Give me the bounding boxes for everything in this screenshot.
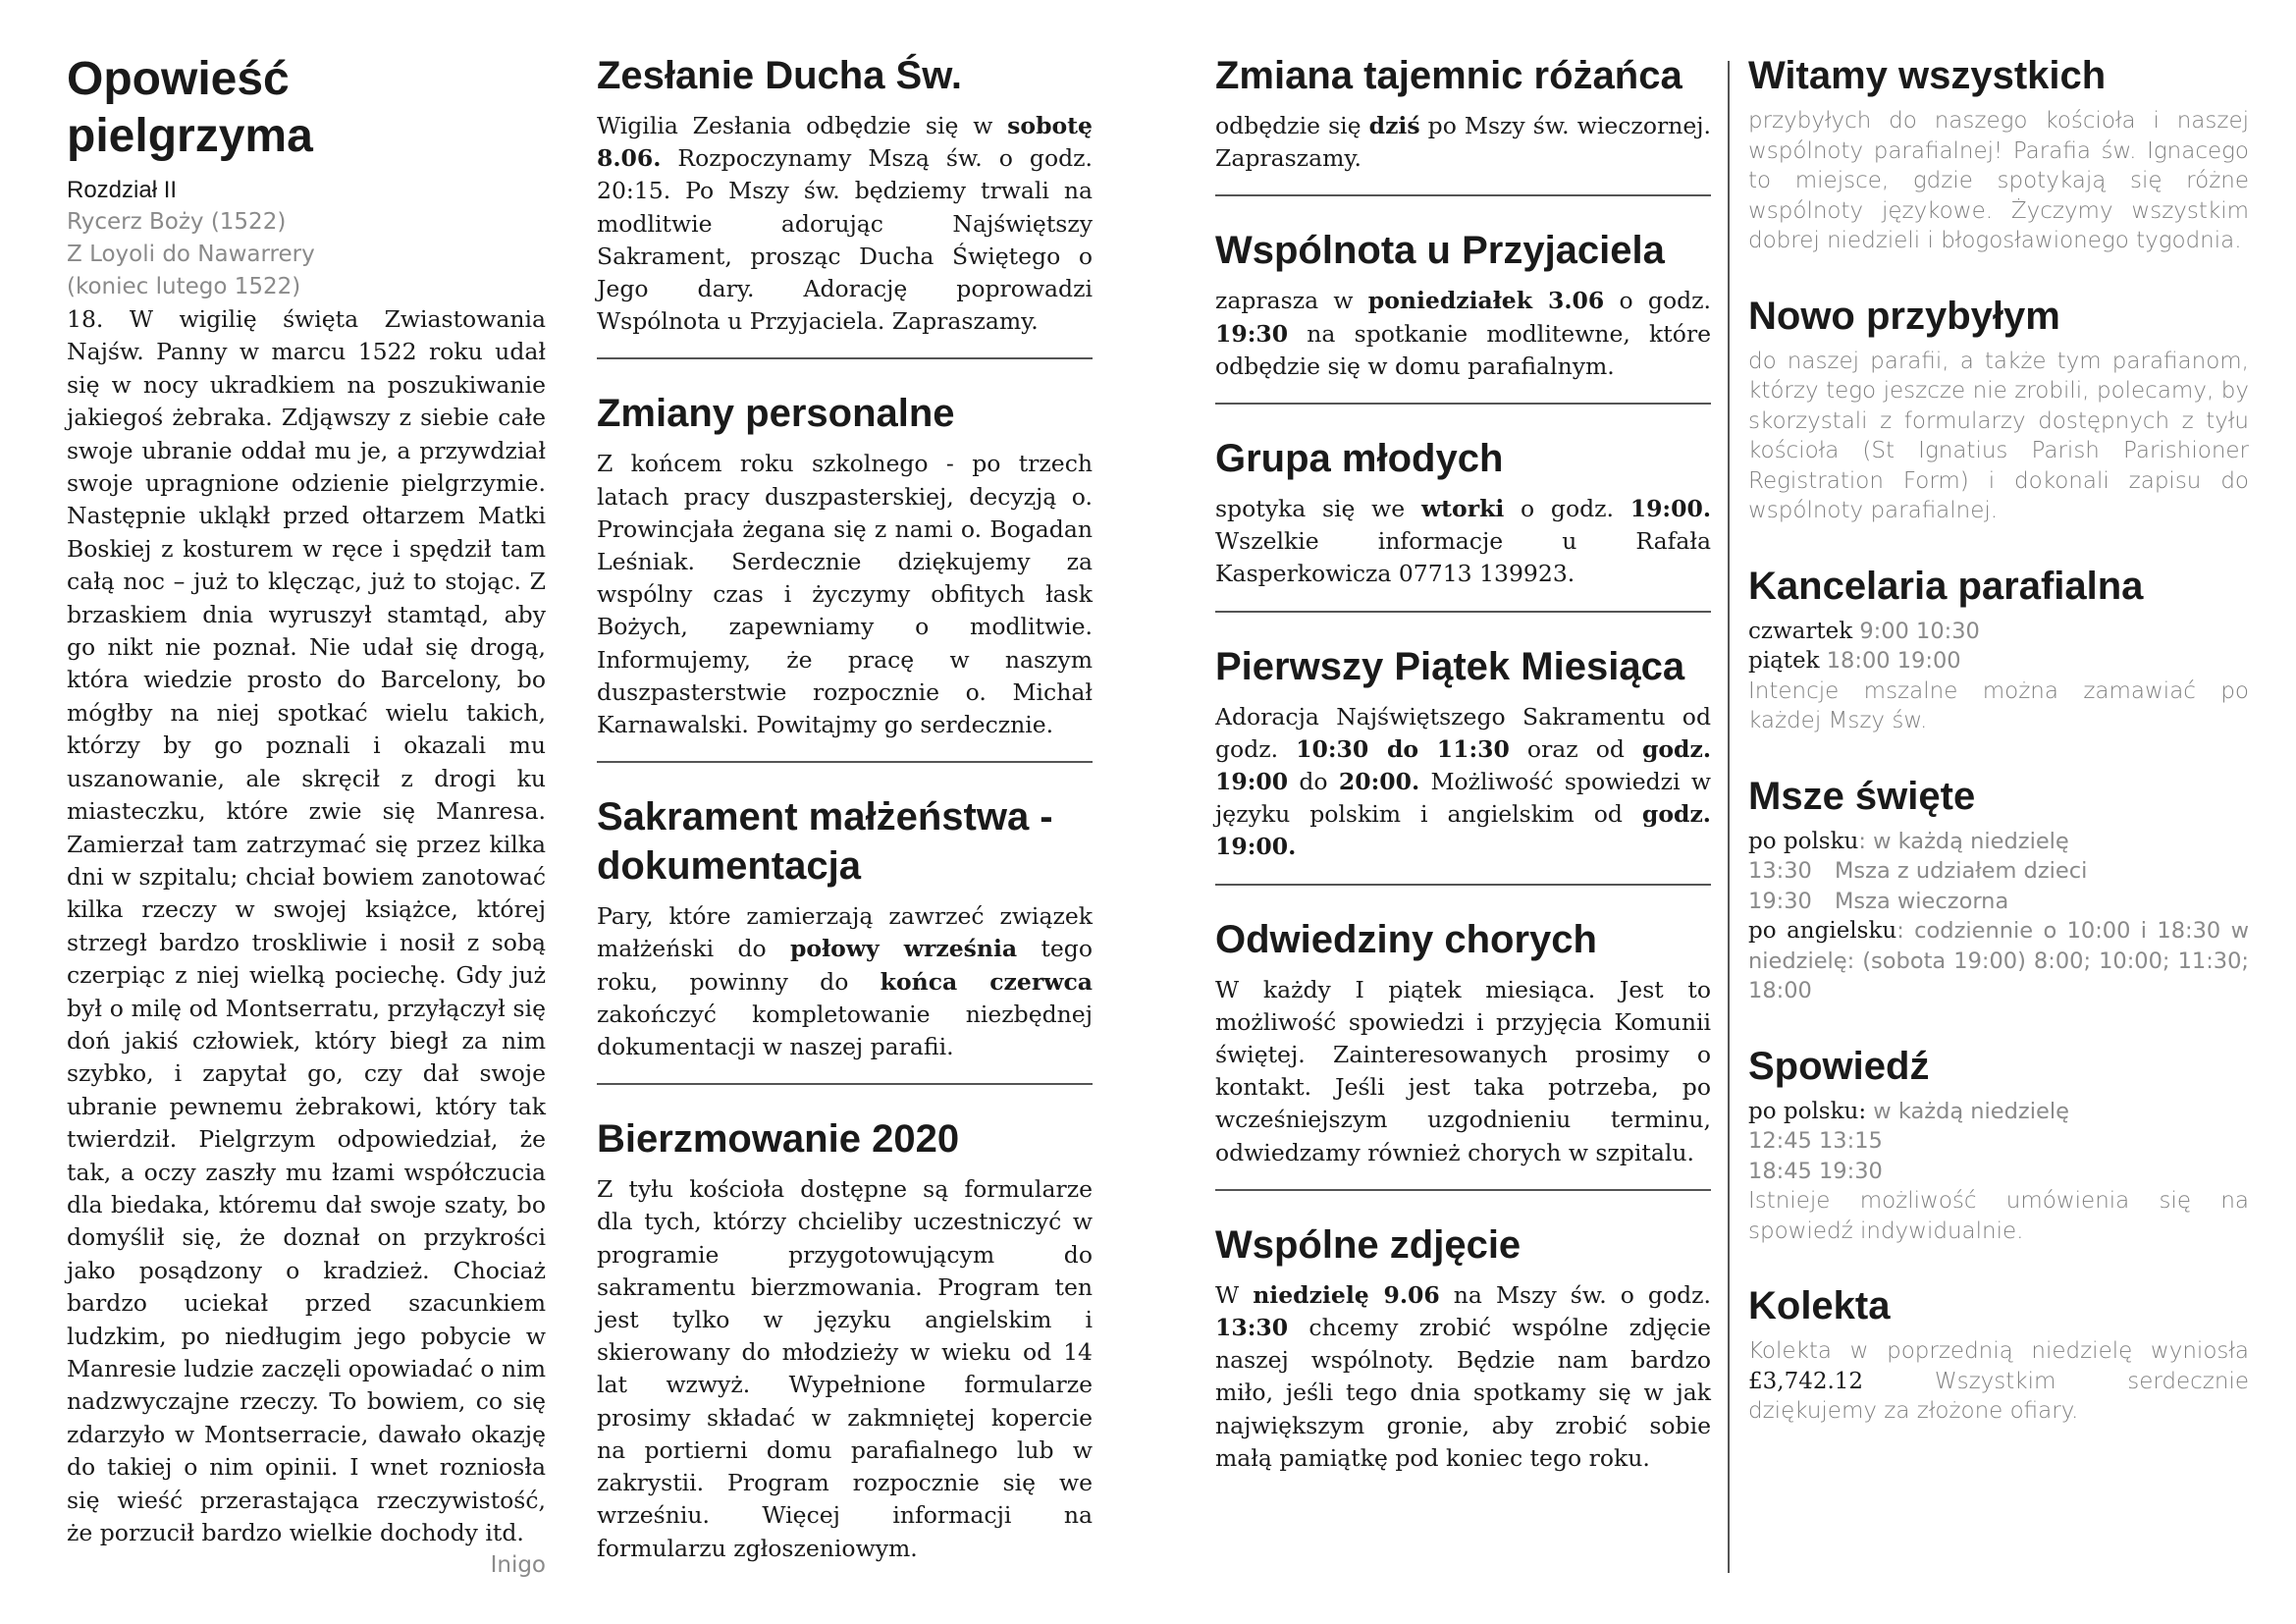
confession-time: 18:45 19:30: [1748, 1158, 1883, 1184]
section-text: zaprasza w poniedziałek 3.06 o godz. 19:30 na spotkanie modlitewne, które odbędzie się w domu parafialnym.: [1215, 287, 1711, 380]
section-title: Wspólne zdjęcie: [1215, 1222, 1522, 1267]
column-story: [67, 51, 546, 1582]
office-hours-friday: piątek 18:00 19:00: [1748, 648, 1961, 674]
mass-row: 13:30 Msza z udziałem dzieci: [1748, 858, 2088, 884]
office-hours-thursday: czwartek 9:00 10:30: [1748, 618, 1980, 644]
section-collection: [1748, 1281, 2249, 1427]
section-title: Nowo przybyłym: [1748, 294, 2060, 338]
section-title: Pierwszy Piątek Miesiąca: [1215, 644, 1685, 688]
story-text: 18. W wigilię święta Zwiastowania Najśw. Panny w marcu 1522 roku udał się w nocy ukradkiem na poszukiwanie jakiegoś żebraka. Zdjąwszy z siebie całe swoje ubranie oddał mu je, a przywdział swoje upragnione odzienie pielgrzymie. Następnie ukląkł przed ołtarzem Matki Boskiej z kosturem w ręce i spędził tam całą noc – już to klęcząc, już to stojąc. Z brzaskiem dnia wyruszył stamtąd, aby go nikt nie poznał. Nie udał się drogą, która wiedzie prosto do Barcelony, bo mógłby na niej spotkać wielu takich, którzy by go poznali i okazali mu uszanowanie, ale skręcił z drogi ku miasteczku, które zwie się Manresa. Zamierzał tam zatrzymać się przez kilka dni w szpitalu; chciał bowiem zanotować kilka rzeczy w swojej książce, której strzegł bardzo troskliwie i nosił z sobą czerpiąc z niej wielką pociechę. Gdy już był o milę od Montserratu, przyłączył się doń jakiś człowiek, który biegł za nim szybko, i zapytał go, czy dał swoje ubranie pewnemu żebrakowi, który tak twierdził. Pielgrzym odpowiedział, że tak, a oczy zaszły mu łzami współczucia dla biedaka, któremu dał swoje szaty, bo domyślił się, że doznał on przykrości jako posądzony o kradzież. Chociaż bardzo uciekał przed szacunkiem ludzkim, po niedługim jego pobycie w Manresie ludzie zaczęli opowiadać o nim nadzwyczajne rzeczy. To bowiem, co się zdarzyło w Montserracie, dawało okazję do takiej o nim opinii. I wnet rozniosła się wieść przerastająca rzeczywistość, że porzucił bardzo wielkie dochody itd.: [67, 305, 546, 1547]
mass-english: po angielsku: codziennie o 10:00 i 18:30 w niedzielę: (sobota 19:00) 8:00; 10:00; 11:30; 18:00: [1748, 918, 2249, 1003]
section-text: Z tyłu kościoła dostępne są formularze dla tych, którzy chcieliby uczestniczyć w programie przygotowującym do sakramentu bierzmowania. Program ten jest tylko w języku angielskim i skierowany do młodzieży w wieku od 14 lat wzwyż. Wypełnione formularze prosimy składać w zakmniętej kopercie na portierni domu parafialnego lub w zakrystii. Program rozpocznie się we wrześniu. Więcej informacji na formularzu zgłoszeniowym.: [597, 1175, 1093, 1562]
section-text: W niedzielę 9.06 na Mszy św. o godz. 13:30 chcemy zrobić wspólne zdjęcie naszej wspólnoty. Będzie nam bardzo miło, jeśli tego dnia spotkamy się w jak największym gronie, aby zrobić sobie małą pamiątkę pod koniec tego roku.: [1215, 1280, 1711, 1472]
section-title: Zmiany personalne: [597, 392, 955, 436]
confession-time: 12:45 13:15: [1748, 1128, 1883, 1154]
section-text: odbędzie się dziś po Mszy św. wieczornej. Zapraszamy.: [1215, 112, 1711, 173]
story-title: Opowieść pielgrzyma: [67, 53, 313, 162]
section-text: do naszej parafii, a także tym parafianom, którzy tego jeszcze nie zrobili, polecamy, by skorzystali z formularzy dostępnych z tyłu kościoła (St Ignatius Parish Parishioner Registration Form) i dokonali zapisu do wspólnoty parafialnej.: [1748, 348, 2249, 523]
section-group-photo: [1215, 1220, 1711, 1494]
story-signature: Inigo: [490, 1552, 546, 1579]
section-title: Grupa młodych: [1215, 437, 1504, 481]
section-parish-office: [1748, 562, 2249, 736]
section-title: Kolekta: [1748, 1284, 1891, 1327]
section-personnel-changes: [597, 389, 1093, 763]
story-subtitle-1: Rycerz Boży (1522): [67, 209, 287, 235]
section-title: Kancelaria parafialna: [1748, 564, 2144, 608]
story-chapter: Rozdział II: [67, 177, 178, 203]
column-announcements-2: [1215, 51, 1711, 1494]
section-visiting-sick: [1215, 915, 1711, 1191]
section-text: przybyłych do naszego kościoła i naszej wspólnoty parafialnej! Parafia św. Ignacego to miejsce, gdzie spotykają się różne wspólnoty językowe. Życzymy wszystkim dobrej niedzieli i błogosławionego tygodnia.: [1748, 108, 2249, 253]
section-title: Spowiedź: [1748, 1044, 1930, 1088]
section-text: W każdy I piątek miesiąca. Jest to możliwość spowiedzi i przyjęcia Komunii świętej. Zainteresowanych prosimy o kontakt. Jeśli jest taka potrzeba, po wcześniejszym uzgodnieniu terminu, odwiedzamy również chorych w szpitalu.: [1215, 975, 1711, 1166]
mass-row: 19:30 Msza wieczorna: [1748, 888, 2009, 914]
confession-polish: po polsku: w każdą niedzielę: [1748, 1098, 2069, 1124]
story-subtitle-3: (koniec lutego 1522): [67, 274, 301, 299]
column-divider: [1728, 61, 1730, 1573]
section-masses: [1748, 772, 2249, 1006]
section-marriage: [597, 792, 1093, 1085]
section-title: Witamy wszystkich: [1748, 54, 2107, 97]
section-title: Bierzmowanie 2020: [597, 1117, 960, 1162]
section-text: spotyka się we wtorki o godz. 19:00. Wszelkie informacje u Rafała Kasperkowicza 07713 139923.: [1215, 495, 1711, 588]
section-confession: [1748, 1042, 2249, 1247]
column-parish-info: [1748, 51, 2249, 1427]
section-welcome: [1748, 51, 2249, 256]
section-text: Kolekta w poprzednią niedzielę wyniosła £3,742.12 Wszystkim serdecznie dziękujemy za złożone ofiary.: [1748, 1338, 2249, 1424]
section-youth-group: [1215, 434, 1711, 613]
confession-note: Istnieje możliwość umówienia się na spowiedź indywidualnie.: [1748, 1188, 2249, 1244]
office-note: Intencje mszalne można zamawiać po każdej Mszy św.: [1748, 677, 2249, 733]
section-title: Zesłanie Ducha Św.: [597, 54, 962, 97]
section-text: Wigilia Zesłania odbędzie się w sobotę 8.06. Rozpoczynamy Mszą św. o godz. 20:15. Po Mszy św. będziemy trwali na modlitwie adorując Najświętszy Sakrament, prosząc Ducha Świętego o Jego dary. Adorację poprowadzi Wspólnota u Przyjaciela. Zapraszamy.: [597, 112, 1093, 336]
section-community: [1215, 226, 1711, 405]
section-title: Msze święte: [1748, 774, 1976, 818]
section-rosary: [1215, 51, 1711, 196]
column-announcements-1: [597, 51, 1093, 1585]
section-text: Pary, które zamierzają zawrzeć związek małżeński do połowy września tego roku, powinny do końca czerwca zakończyć kompletowanie niezbędnej dokumentacji w naszej parafii.: [597, 902, 1094, 1061]
section-title: Wspólnota u Przyjaciela: [1215, 229, 1665, 273]
section-newcomers: [1748, 292, 2249, 526]
section-title: Sakrament małżeństwa - dokumentacja: [597, 795, 1053, 889]
section-confirmation: [597, 1114, 1093, 1584]
section-first-friday: [1215, 642, 1711, 886]
section-text: Adoracja Najświętszego Sakramentu od godz. 10:30 do 11:30 oraz od godz. 19:00 do 20:00. Możliwość spowiedzi w języku polskim i angielskim od godz. 19:00.: [1215, 702, 1712, 861]
section-text: Z końcem roku szkolnego - po trzech latach pracy duszpasterskiej, decyzją o. Prowincjała żegana się z nami o. Bogadan Leśniak. Serdecznie dziękujemy za wspólny czas i życzymy obfitych łask Bożych, zapewniamy o modlitwie. Informujemy, że pracę w naszym duszpasterstwie rozpocznie o. Michał Karnawalski. Powitajmy go serdecznie.: [597, 450, 1093, 739]
section-pentecost: [597, 51, 1093, 359]
section-title: Odwiedziny chorych: [1215, 917, 1597, 961]
story-subtitle-2: Z Loyoli do Nawarrery: [67, 242, 315, 267]
mass-polish: po polsku: w każdą niedzielę: [1748, 828, 2069, 854]
section-title: Zmiana tajemnic różańca: [1215, 54, 1682, 97]
